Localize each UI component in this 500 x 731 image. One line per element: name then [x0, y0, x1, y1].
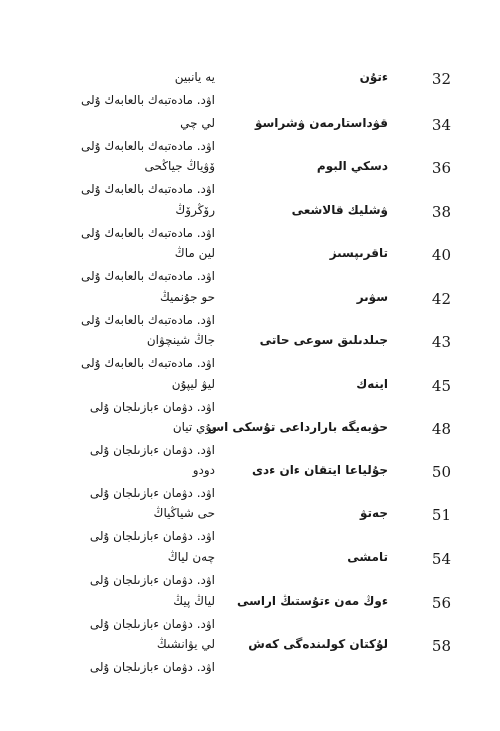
entry-translator: اۋد. مادەتبەك بالعابەك ۇلى [81, 93, 215, 107]
toc-entry [0, 420, 500, 464]
toc-entry [0, 159, 500, 203]
entry-translator: اۋد. دۋمان ءبازىلجان ۇلى [89, 529, 215, 543]
toc-entry [0, 290, 500, 334]
toc-entry [0, 246, 500, 290]
entry-translator: اۋد. دۋمان ءبازىلجان ۇلى [89, 443, 215, 457]
entry-translator: اۋد. دۋمان ءبازىلجان ۇلى [89, 617, 215, 631]
entry-title: حۋبەيگە بارارداعى تۇسكى اس [207, 420, 388, 434]
entry-author: يۇي تيان [172, 420, 215, 434]
entry-author: ليۋ ليپۇن [171, 377, 215, 391]
toc-entry [0, 70, 500, 114]
entry-author: دودو [192, 463, 215, 477]
entry-title: لۇكتان كولىندەگى كەش [248, 637, 388, 651]
page-number: 58 [431, 637, 451, 655]
entry-title: ءوڭ مەن ءتۇستىڭ اراسى [236, 594, 388, 608]
page-number: 32 [431, 70, 451, 88]
entry-translator: اۋد. مادەتبەك بالعابەك ۇلى [81, 269, 215, 283]
entry-translator: اۋد. مادەتبەك بالعابەك ۇلى [81, 139, 215, 153]
entry-title: سۋىر [356, 290, 388, 304]
page-number: 36 [431, 159, 451, 177]
entry-translator: اۋد. دۋمان ءبازىلجان ۇلى [89, 573, 215, 587]
entry-author: يە يانبين [174, 70, 215, 84]
entry-author: جاڭ شينچۋان [146, 333, 215, 347]
page-number: 51 [431, 506, 451, 524]
entry-title: جەتۋ [360, 506, 388, 520]
page-number: 54 [431, 550, 451, 568]
entry-translator: اۋد. مادەتبەك بالعابەك ۇلى [81, 182, 215, 196]
toc-entry [0, 463, 500, 507]
entry-author: لين ماڭ [174, 246, 215, 260]
toc-entry [0, 377, 500, 421]
entry-title: ءتۇن [359, 70, 388, 84]
entry-author: رۆڭرۆڭ [175, 203, 215, 217]
entry-translator: اۋد. دۋمان ءبازىلجان ۇلى [89, 486, 215, 500]
page-number: 34 [431, 116, 451, 134]
toc-entry [0, 594, 500, 638]
page-number: 56 [431, 594, 451, 612]
entry-author: لياڭ پيڭ [173, 594, 215, 608]
toc-entry [0, 506, 500, 550]
toc-entry [0, 203, 500, 247]
entry-title: اينەك [356, 377, 388, 391]
entry-title: تامشى [347, 550, 388, 564]
page-number: 38 [431, 203, 451, 221]
entry-title: ۋشليك قالاشعى [291, 203, 388, 217]
page-number: 43 [431, 333, 451, 351]
entry-author: لي يۋانشىڭ [156, 637, 215, 651]
entry-translator: اۋد. مادەتبەك بالعابەك ۇلى [81, 226, 215, 240]
page-number: 45 [431, 377, 451, 395]
entry-translator: اۋد. دۋمان ءبازىلجان ۇلى [89, 400, 215, 414]
toc-entry [0, 116, 500, 160]
page-number: 42 [431, 290, 451, 308]
entry-translator: اۋد. مادەتبەك بالعابەك ۇلى [81, 313, 215, 327]
entry-author: حى شياڭياڭ [153, 506, 215, 520]
page-number: 50 [431, 463, 451, 481]
page-number: 48 [431, 420, 451, 438]
entry-author: حو جۇنميڭ [159, 290, 215, 304]
entry-author: ۆۋياڭ جياڭحى [144, 159, 215, 173]
toc-entry [0, 637, 500, 681]
entry-author: لي چي [180, 116, 215, 130]
page-number: 40 [431, 246, 451, 264]
entry-translator: اۋد. مادەتبەك بالعابەك ۇلى [81, 356, 215, 370]
toc-entry [0, 550, 500, 594]
toc-entry [0, 333, 500, 377]
entry-translator: اۋد. دۋمان ءبازىلجان ۇلى [89, 660, 215, 674]
entry-title: دسكي البوم [316, 159, 388, 173]
entry-title: تاقرىپسىز [329, 246, 388, 260]
entry-author: چەن لياڭ [167, 550, 215, 564]
entry-title: جۇلياعا ايتقان ءان ءدى [251, 463, 388, 477]
entry-title: قۋداستارمەن ۋشراسۋ [254, 116, 388, 130]
entry-title: جىلدىلىق سوعى حاتى [259, 333, 388, 347]
